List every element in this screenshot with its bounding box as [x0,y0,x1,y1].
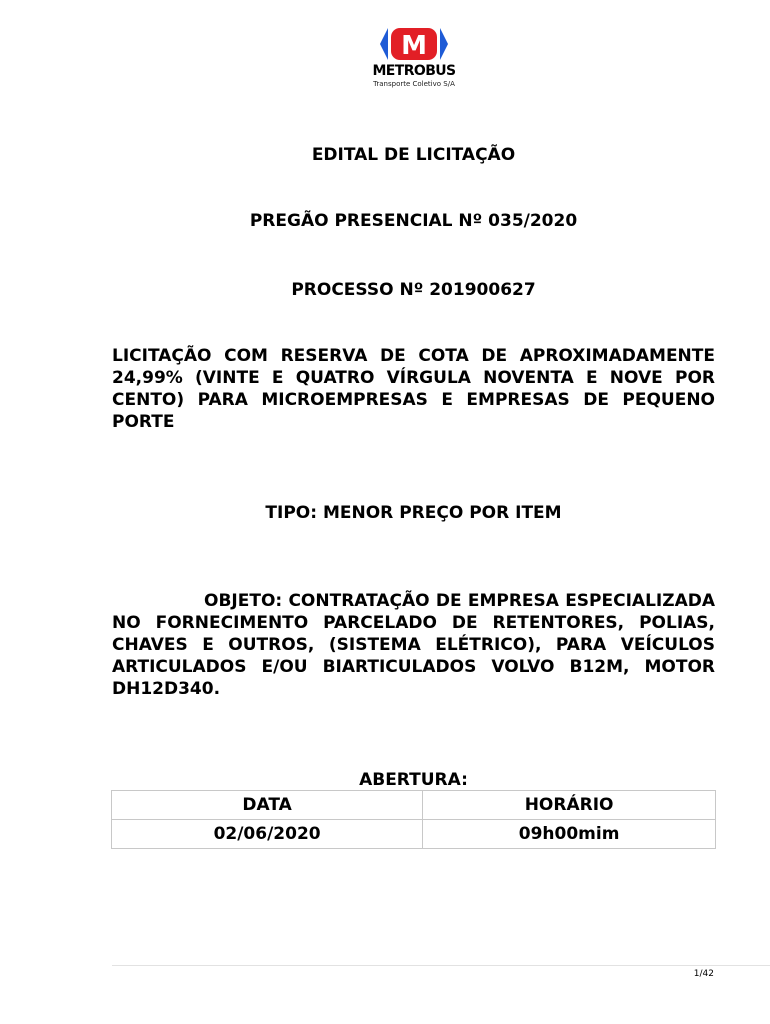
metrobus-logo-icon [378,26,450,62]
tipo-heading: TIPO: MENOR PREÇO POR ITEM [265,503,562,523]
reserva-paragraph: LICITAÇÃO COM RESERVA DE COTA DE APROXIMADAMENTE 24,99% (VINTE E QUATRO VÍRGULA NOVENTA E NOVE POR CENTO) PARA MICROEMPRESAS E EMPRESAS DE PEQUENO PORTE [112,346,715,432]
metrobus-logo [366,26,462,92]
horario-header: HORÁRIO [423,791,716,820]
logo-subtitle: Transporte Coletivo S/A [373,80,455,88]
logo-letter: M [401,31,427,61]
abertura-table [111,790,716,849]
pregao-heading: PREGÃO PRESENCIAL Nº 035/2020 [249,211,578,231]
logo-name: METROBUS [372,63,456,79]
table-header-row [112,791,716,820]
horario-value: 09h00mim [423,820,716,849]
abertura-heading: ABERTURA: [359,770,468,790]
table-row [112,820,716,849]
objeto-text: OBJETO: CONTRATAÇÃO DE EMPRESA ESPECIALIZADA NO FORNECIMENTO PARCELADO DE RETENTORES, POLIAS, CHAVES E OUTROS, (SISTEMA ELÉTRICO), PARA VEÍCULOS ARTICULADOS E/OU BIARTICULADOS VOLVO B12M, MOTOR DH12D340. [112,591,715,699]
data-value: 02/06/2020 [112,820,423,849]
objeto-paragraph [112,590,715,700]
processo-heading: PROCESSO Nº 201900627 [291,280,536,300]
document-title: EDITAL DE LICITAÇÃO [311,145,516,165]
data-header: DATA [112,791,423,820]
page-number: 1/42 [693,969,714,979]
footer-divider [112,965,770,966]
